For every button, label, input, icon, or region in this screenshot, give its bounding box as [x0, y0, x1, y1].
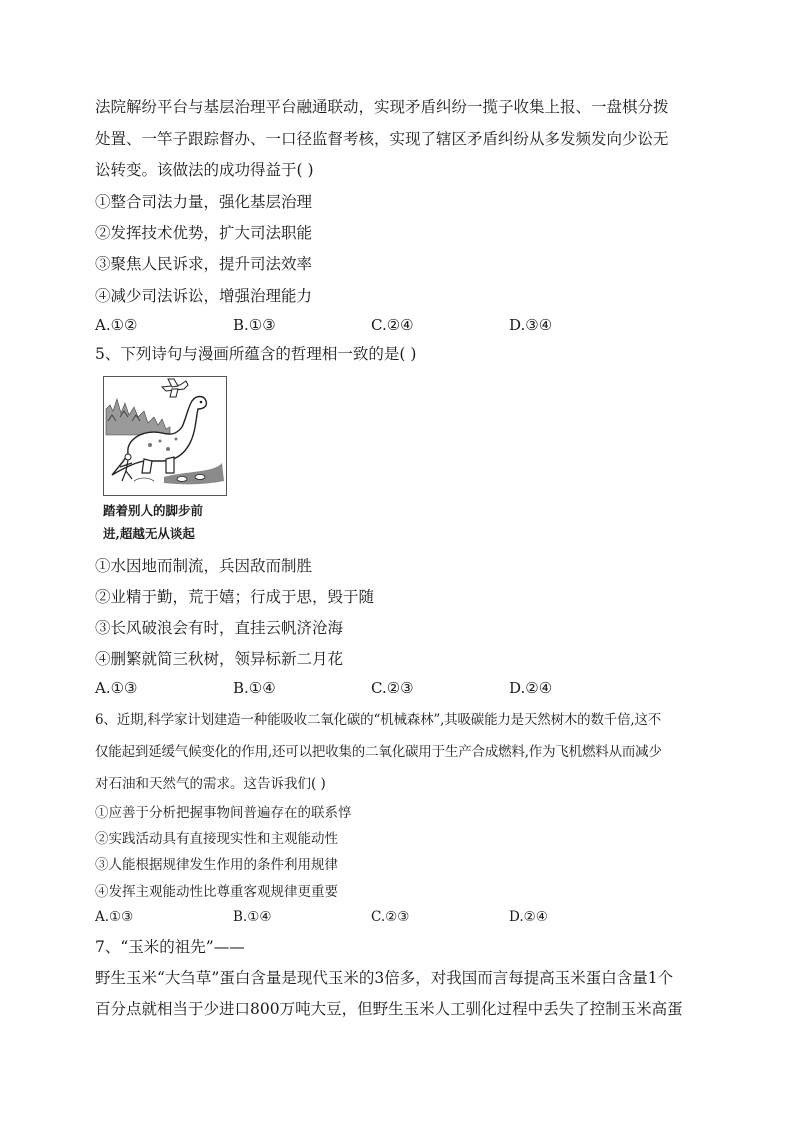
q4-option-2: ②发挥技术优势，扩大司法职能	[95, 224, 313, 242]
q4-option-3: ③聚焦人民诉求，提升司法效率	[95, 255, 313, 273]
q6-option-1: ①应善于分析把握事物间普遍存在的联系惇	[95, 805, 352, 821]
q6-option-2: ②实践活动具有直接现实性和主观能动性	[95, 831, 338, 847]
q4-stem-line-1: 法院解纷平台与基层治理平台融通联动，实现矛盾纠纷一揽子收集上报、一盘棋分拨	[95, 98, 669, 116]
q4-stem-line-2: 处置、一竿子跟踪督办、一口径监督考核，实现了辖区矛盾纠纷从多发频发向少讼无	[95, 130, 669, 148]
q5-option-1: ①水因地而制流，兵因敌而制胜	[95, 557, 313, 575]
q6-choice-d[interactable]: D.②④	[509, 909, 548, 925]
q4-option-1: ①整合司法力量，强化基层治理	[95, 193, 313, 211]
q7-stem-line-2: 野生玉米“大刍草”蛋白含量是现代玉米的3倍多，对我国而言每提高玉米蛋白含量1个	[95, 969, 674, 987]
q6-stem-line-1: 6、近期,科学家计划建造一种能吸收二氧化碳的“机械森林”,其吸碳能力是天然树木的数千倍,这不	[95, 712, 662, 728]
q5-choice-b[interactable]: B.①④	[233, 679, 276, 697]
q5-option-3: ③长风破浪会有时，直挂云帆济沧海	[95, 619, 344, 637]
q6-stem-line-2: 仅能起到延缓气候变化的作用,还可以把收集的二氧化碳用于生产合成燃料,作为飞机燃料从而减少	[95, 744, 662, 760]
q7-stem-line-3: 百分点就相当于少进口800万吨大豆，但野生玉米人工驯化过程中丢失了控制玉米高蛋	[95, 1000, 683, 1018]
q4-stem-line-3: 讼转变。该做法的成功得益于( )	[95, 161, 314, 179]
q6-choice-a[interactable]: A.①③	[95, 909, 134, 925]
q4-choice-a[interactable]: A.①②	[95, 316, 138, 334]
q5-option-2: ②业精于勤，荒于嬉；行成于思，毁于随	[95, 588, 375, 606]
q5-choice-c[interactable]: C.②③	[371, 679, 414, 697]
cartoon-caption-line-1: 踏着别人的脚步前	[103, 503, 204, 518]
dinosaur-footprint-illustration	[104, 377, 226, 495]
cartoon-caption-line-2: 进,超越无从谈起	[103, 526, 195, 541]
q4-choice-b[interactable]: B.①③	[233, 316, 276, 334]
q5-choice-d[interactable]: D.②④	[509, 679, 553, 697]
q6-option-3: ③人能根据规律发生作用的条件利用规律	[95, 857, 338, 873]
cartoon-image	[103, 376, 227, 496]
q6-choice-c[interactable]: C.②③	[371, 909, 410, 925]
q5-stem: 5、下列诗句与漫画所蕴含的哲理相一致的是( )	[95, 345, 417, 363]
q4-choice-d[interactable]: D.③④	[509, 316, 553, 334]
q6-choice-b[interactable]: B.①④	[233, 909, 272, 925]
q5-choice-a[interactable]: A.①③	[95, 679, 138, 697]
q4-choice-c[interactable]: C.②④	[371, 316, 414, 334]
q7-stem-line-1: 7、“玉米的祖先”——	[95, 938, 245, 956]
q4-option-4: ④减少司法诉讼，增强治理能力	[95, 287, 313, 305]
q6-stem-line-3: 对石油和天然气的需求。这告诉我们( )	[95, 776, 326, 792]
q5-option-4: ④删繁就简三秋树，领异标新二月花	[95, 650, 344, 668]
q6-option-4: ④发挥主观能动性比尊重客观规律更重要	[95, 884, 338, 900]
